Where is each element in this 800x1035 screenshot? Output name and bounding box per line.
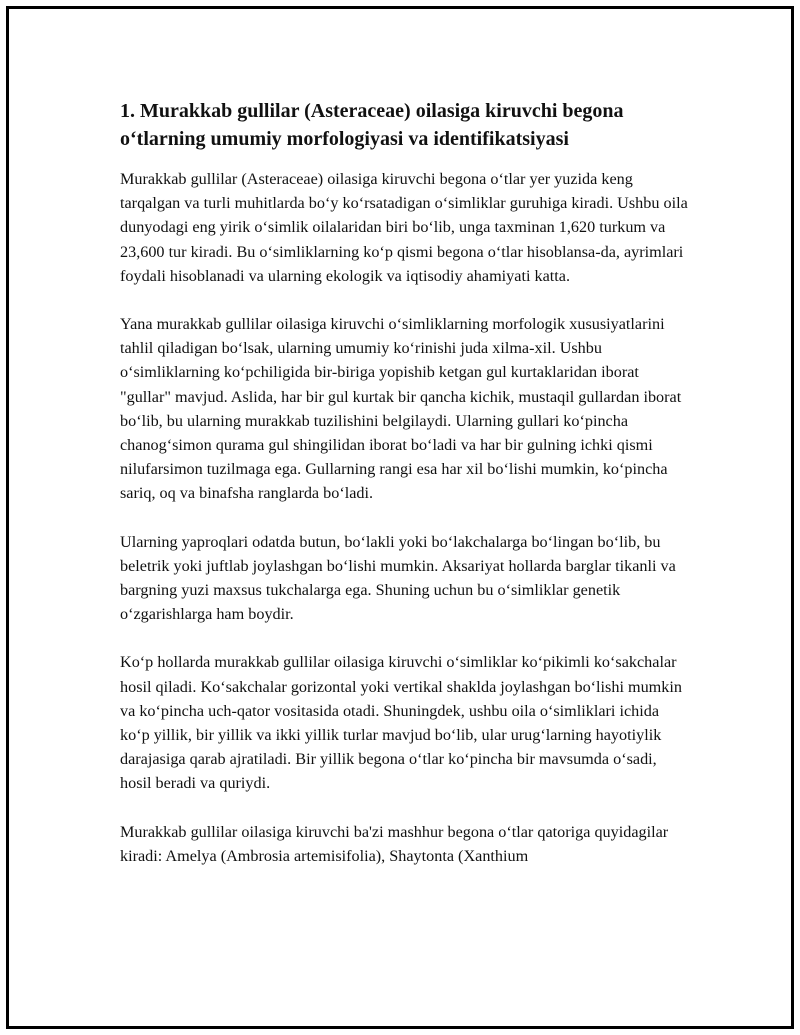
paragraph-1: Murakkab gullilar (Asteraceae) oilasiga kiruvchi begona o‘tlar yer yuzida keng tarqalgan va turli muhitlarda bo‘y ko‘rsatadigan o‘simliklar guruhiga kiradi. Ushbu oila dunyodagi eng yirik o‘simlik oilalaridan biri bo‘lib, unga taxminan 1,620 turkum va 23,600 tur kiradi. Bu o‘simliklarning ko‘p qismi begona o‘tlar hisoblansa-da, ayrimlari foydali hisoblanadi va ularning ekologik va iqtisodiy ahamiyati katta. xyxy=(120,170,688,285)
section-heading: 1. Murakkab gullilar (Asteraceae) oilasiga kiruvchi begona o‘tlarning umumiy morfologiyasi va identifikatsiyasi xyxy=(120,100,624,150)
paragraph-2: Yana murakkab gullilar oilasiga kiruvchi o‘simliklarning morfologik xususiyatlarini tahlil qiladigan bo‘lsak, ularning umumiy ko‘rinishi juda xilma-xil. Ushbu o‘simliklarning ko‘pchiligida bir-biriga yopishib ketgan gul kurtaklaridan iborat "gullar" mavjud. Aslida, har bir gul kurtak bir qancha kichik, mustaqil gullardan iborat bo‘lib, bu ularning murakkab tuzilishini belgilaydi. Ularning gullari ko‘pincha chanog‘simon qurama gul shingilidan iborat bo‘ladi va har bir gulning ichki qismi nilufarsimon tuzilmaga ega. Gullarning rangi esa har xil bo‘lishi mumkin, ko‘pincha sariq, oq va binafsha ranglarda bo‘ladi. xyxy=(120,315,682,503)
document-body xyxy=(120,97,690,868)
page-frame xyxy=(6,6,794,1029)
paragraph-5: Murakkab gullilar oilasiga kiruvchi ba'zi mashhur begona o‘tlar qatoriga quyidagilar kiradi: Amelya (Ambrosia artemisifolia), Shaytonta (Xanthium xyxy=(120,822,669,865)
paragraph-4: Ko‘p hollarda murakkab gullilar oilasiga kiruvchi o‘simliklar ko‘pikimli ko‘sakchalar hosil qiladi. Ko‘sakchalar gorizontal yoki vertikal shaklda joylashgan bo‘lishi mumkin va ko‘pincha uch-qator vositasida otadi. Shuningdek, ushbu oila o‘simliklari ichida ko‘p yillik, bir yillik va ikki yillik turlar mavjud bo‘lib, ular urug‘larning hayotiylik darajasiga qarab ajratiladi. Bir yillik begona o‘tlar ko‘pincha bir mavsumda o‘sadi, hosil beradi va quriydi. xyxy=(120,653,682,793)
paragraph-3: Ularning yaproqlari odatda butun, bo‘lakli yoki bo‘lakchalarga bo‘lingan bo‘lib, bu beletrik yoki juftlab joylashgan bo‘lishi mumkin. Aksariyat hollarda barglar tikanli va bargning yuzi maxsus tukchalarga ega. Shuning uchun bu o‘simliklar genetik o‘zgarishlarga ham boydir. xyxy=(120,532,676,624)
